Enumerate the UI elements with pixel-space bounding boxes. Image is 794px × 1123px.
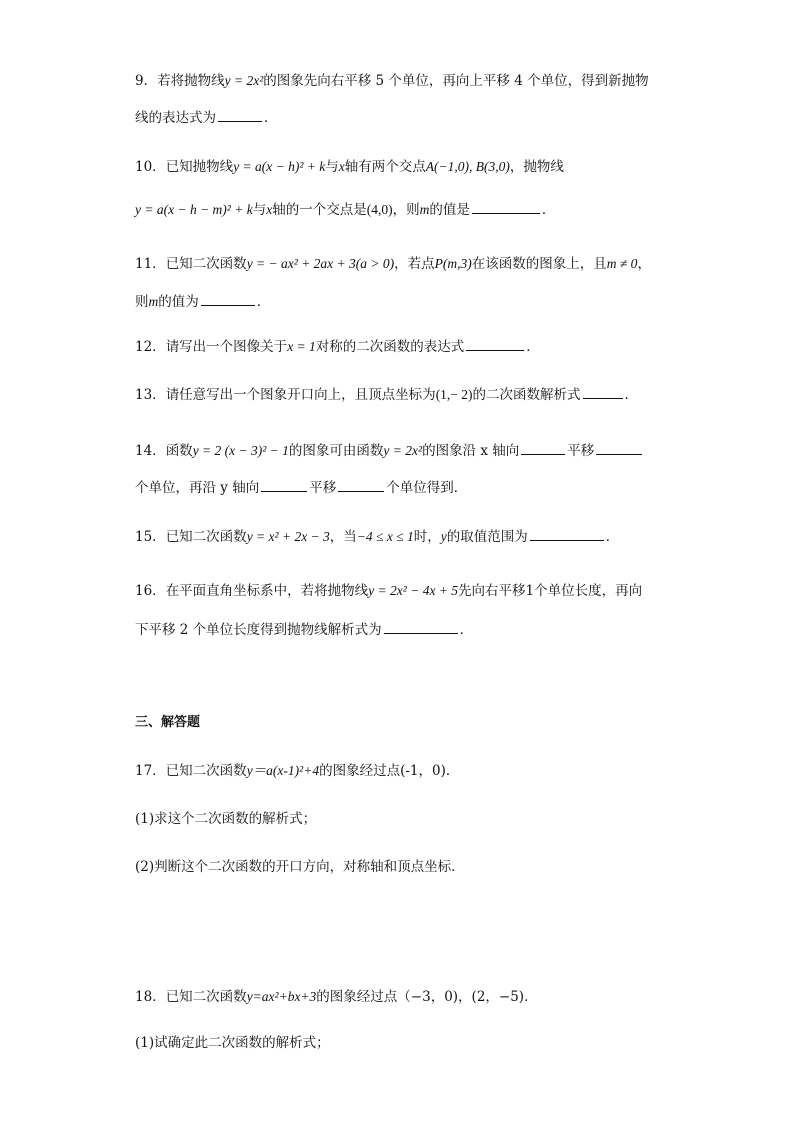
q14-number: 14． bbox=[135, 443, 166, 459]
q18-number: 18． bbox=[135, 989, 166, 1005]
q10-line-2: y = a(x − h − m)² + k与x轴的一个交点是(4,0)，则m的值是 ． bbox=[135, 202, 556, 218]
q18-part-1: (1)试确定此二次函数的解析式； bbox=[135, 1035, 330, 1051]
q14-blank-3[interactable] bbox=[261, 478, 307, 492]
q12-number: 12． bbox=[135, 339, 166, 355]
q13-answer-blank[interactable] bbox=[583, 385, 623, 399]
q9-line-1: 9．若将抛物线y = 2x²的图象先向右平移 5 个单位，再向上平移 4 个单位，得到新抛物 bbox=[135, 73, 649, 89]
q16-line-1: 16．在平面直角坐标系中，若将抛物线y = 2x² − 4x + 5先向右平移1个单位长度，再向 bbox=[135, 583, 643, 599]
q10-answer-blank[interactable] bbox=[472, 200, 540, 214]
q13-number: 13． bbox=[135, 387, 166, 403]
q9-answer-blank[interactable] bbox=[218, 108, 262, 122]
q14-blank-2[interactable] bbox=[596, 441, 642, 455]
q13-line: 13．请任意写出一个图象开口向上，且顶点坐标为(1,− 2)的二次函数解析式 ． bbox=[135, 387, 639, 403]
q14-line-1: 14．函数y = 2 (x − 3)² − 1的图象可由函数y = 2x²的图象沿 x 轴向 平移 bbox=[135, 441, 644, 460]
q15-line: 15．已知二次函数y = x² + 2x − 3，当−4 ≤ x ≤ 1时，y的取值范围为 ． bbox=[135, 529, 620, 545]
q16-line-2: 下平移 2 个单位长度得到抛物线解析式为 ． bbox=[135, 622, 474, 638]
q9-line-2: 线的表达式为 ． bbox=[135, 110, 278, 126]
q17-expression: y＝a(x-1)²+4 bbox=[246, 763, 320, 778]
q15-expression: y = x² + 2x − 3 bbox=[246, 529, 330, 544]
q9-number: 9． bbox=[135, 73, 158, 89]
q10-number: 10． bbox=[135, 159, 166, 175]
q10-points: A(−1,0), B(3,0) bbox=[425, 159, 510, 174]
q10-expression-2: y = a(x − h − m)² + k bbox=[135, 202, 253, 217]
q16-answer-blank[interactable] bbox=[384, 620, 458, 634]
q10-line-1: 10．已知抛物线y = a(x − h)² + k与x轴有两个交点A(−1,0), B(3,0)，抛物线 bbox=[135, 159, 564, 175]
q15-answer-blank[interactable] bbox=[530, 527, 604, 541]
q16-expression: y = 2x² − 4x + 5 bbox=[368, 583, 459, 598]
q11-answer-blank[interactable] bbox=[201, 292, 255, 306]
q17-part-1: (1)求这个二次函数的解析式； bbox=[135, 811, 317, 827]
q14-expression-1: y = 2 (x − 3)² − 1 bbox=[192, 443, 289, 458]
q15-number: 15． bbox=[135, 529, 166, 545]
q10-expression-1: y = a(x − h)² + k bbox=[233, 159, 326, 174]
q11-line-2: 则m的值为 ． bbox=[135, 294, 271, 310]
q18-expression: y=ax²+bx+3 bbox=[246, 989, 317, 1004]
q14-blank-1[interactable] bbox=[521, 441, 565, 455]
q17-part-2: (2)判断这个二次函数的开口方向，对称轴和顶点坐标． bbox=[135, 859, 465, 875]
q12-answer-blank[interactable] bbox=[466, 337, 524, 351]
q17-number: 17． bbox=[135, 763, 166, 779]
q11-expression: y = − ax² + 2ax + 3(a > 0) bbox=[246, 256, 395, 271]
q12-line: 12．请写出一个图像关于x = 1对称的二次函数的表达式 ． bbox=[135, 339, 540, 355]
q14-expression-2: y = 2x² bbox=[383, 443, 423, 458]
q18-line: 18．已知二次函数y=ax²+bx+3的图象经过点（−3，0)，(2，−5)． bbox=[135, 989, 538, 1005]
q14-blank-4[interactable] bbox=[338, 478, 384, 492]
q11-line-1: 11．已知二次函数y = − ax² + 2ax + 3(a > 0)，若点P(m,3)在该函数的图象上，且m ≠ 0， bbox=[135, 256, 651, 272]
q17-line: 17．已知二次函数y＝a(x-1)²+4的图象经过点(-1，0)． bbox=[135, 763, 460, 779]
section-heading: 三、解答题 bbox=[135, 715, 201, 730]
q11-number: 11． bbox=[135, 256, 166, 272]
q9-expression: y = 2x² bbox=[224, 73, 264, 88]
q16-number: 16． bbox=[135, 583, 166, 599]
q14-line-2: 个单位，再沿 y 轴向 平移 个单位得到． bbox=[135, 480, 468, 496]
